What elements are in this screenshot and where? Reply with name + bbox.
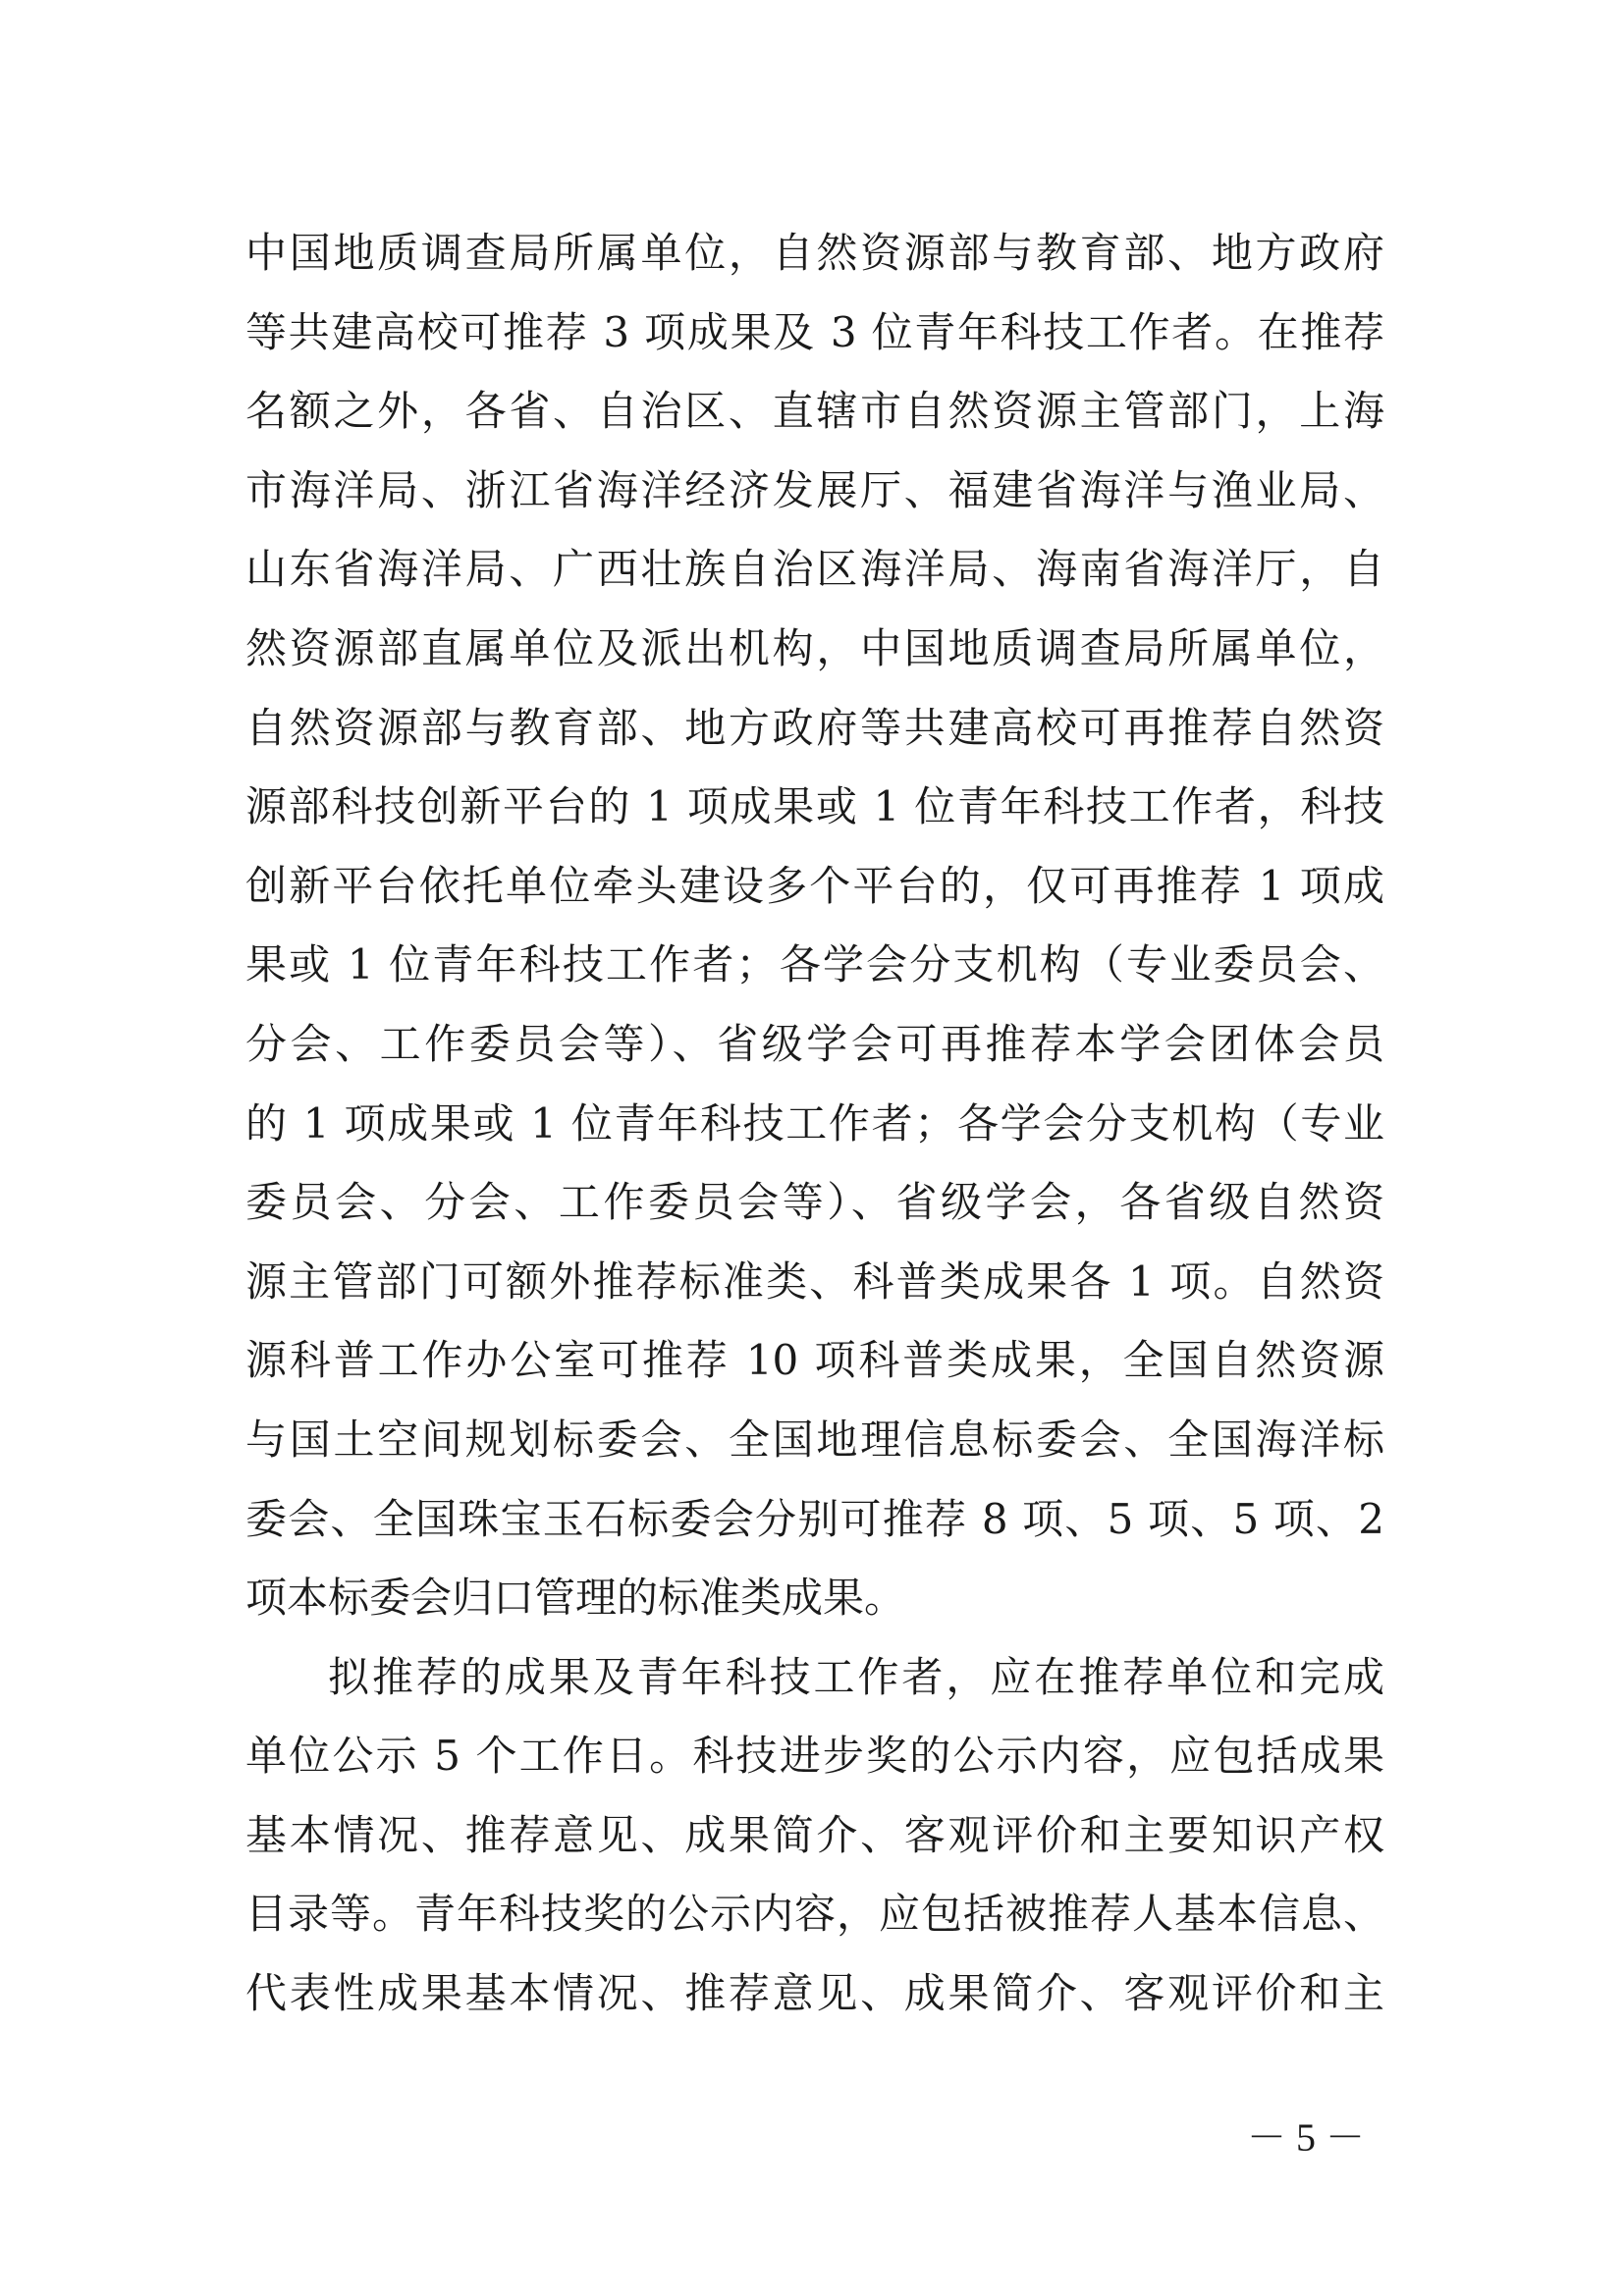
text-line: 目录等。青年科技奖的公示内容，应包括被推荐人基本信息、 (245, 1890, 1384, 1939)
text-line: 项本标委会归口管理的标准类成果。 (245, 1574, 906, 1623)
text-line: 拟推荐的成果及青年科技工作者，应在推荐单位和完成 (328, 1652, 1384, 1701)
text-line: 中国地质调查局所属单位，自然资源部与教育部、地方政府 (245, 229, 1384, 277)
text-line: 市海洋局、浙江省海洋经济发展厅、福建省海洋与渔业局、 (245, 465, 1384, 514)
body-text (245, 214, 1384, 2034)
text-line: 自然资源部与教育部、地方政府等共建高校可再推荐自然资 (245, 703, 1384, 752)
page-number: － 5 － (1247, 2115, 1365, 2160)
paragraph (245, 214, 1384, 1638)
text-line: 委员会、分会、工作委员会等）、省级学会，各省级自然资 (245, 1178, 1384, 1227)
text-line: 等共建高校可推荐 3 项成果及 3 位青年科技工作者。在推荐 (245, 307, 1384, 356)
paragraph (245, 1638, 1384, 2034)
text-line: 源科普工作办公室可推荐 10 项科普类成果，全国自然资源 (245, 1336, 1384, 1385)
text-line: 与国土空间规划标委会、全国地理信息标委会、全国海洋标 (245, 1415, 1384, 1464)
text-line: 源部科技创新平台的 1 项成果或 1 位青年科技工作者，科技 (245, 782, 1384, 831)
text-line: 山东省海洋局、广西壮族自治区海洋局、海南省海洋厅，自 (245, 545, 1384, 594)
text-line: 果或 1 位青年科技工作者；各学会分支机构（专业委员会、 (245, 940, 1384, 989)
text-line: 基本情况、推荐意见、成果简介、客观评价和主要知识产权 (245, 1810, 1384, 1859)
text-line: 分会、工作委员会等）、省级学会可再推荐本学会团体会员 (245, 1019, 1384, 1068)
text-line: 单位公示 5 个工作日。科技进步奖的公示内容，应包括成果 (245, 1732, 1384, 1781)
text-line: 委会、全国珠宝玉石标委会分别可推荐 8 项、5 项、5 项、2 (245, 1494, 1384, 1543)
text-line: 名额之外，各省、自治区、直辖市自然资源主管部门，上海 (245, 387, 1384, 436)
text-line: 然资源部直属单位及派出机构，中国地质调查局所属单位， (245, 623, 1384, 672)
text-line: 源主管部门可额外推荐标准类、科普类成果各 1 项。自然资 (245, 1256, 1384, 1306)
text-line: 创新平台依托单位牵头建设多个平台的，仅可再推荐 1 项成 (245, 861, 1384, 910)
text-line: 的 1 项成果或 1 位青年科技工作者；各学会分支机构（专业 (245, 1098, 1384, 1148)
text-line: 代表性成果基本情况、推荐意见、成果简介、客观评价和主 (245, 1969, 1384, 2018)
